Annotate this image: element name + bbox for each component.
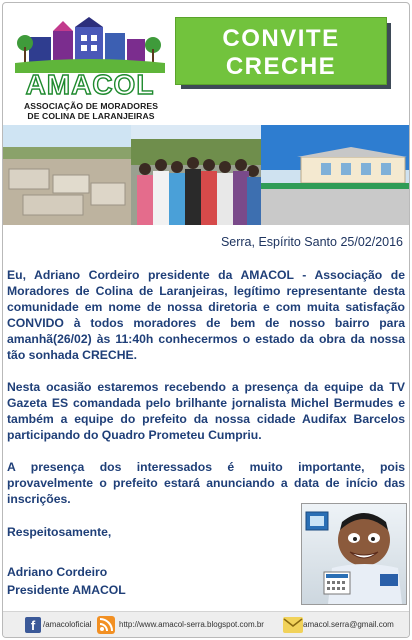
banner-subtitle: CRECHE [225,53,337,80]
group-photo [131,125,261,225]
houses-graphic [15,17,165,73]
invite-banner [175,17,387,85]
rss-icon[interactable] [97,616,115,634]
email-link[interactable]: amacol.serra@gmail.com [303,620,394,629]
building-photo [261,125,409,225]
footer-bar [3,611,409,638]
logo-subtitle-line2: DE COLINA DE LARANJEIRAS [27,111,155,121]
email-icon[interactable] [283,617,303,633]
flyer-card [2,2,410,638]
construction-site-photo [3,125,131,225]
paragraph-tv-gazeta: Nesta ocasião estaremos recebendo a presença da equipe da TV Gazeta ES comandada pelo brilhante jornalista Michel Bermudes e também a equipe do prefeito da nossa cidade Audifax Barcelos participando do Quadro Prometeu Cumpriu. [7,380,405,442]
logo-subtitle-line1: ASSOCIAÇÃO DE MORADORES [23,101,159,111]
banner-title: CONVITE [222,25,340,52]
closing-greeting: Respeitosamente, [7,525,112,539]
signatory-role: Presidente AMACOL [7,583,126,597]
paragraph-invitation: Eu, Adriano Cordeiro presidente da AMACOL - Associação de Moradores de Colina de Laranjeiras, legítimo representante desta comunidade em nome de nossa diretoria e com muita satisfação CONVIDO à todos moradores de bem de nosso bairro para amanhã(26/02) às 11:40h conhecermos o estado da obra da nossa tão sonhada CRECHE. [7,268,405,362]
logo-title: AMACOL [25,69,155,100]
amacol-logo [11,17,161,121]
date-line: Serra, Espírito Santo 25/02/2016 [220,235,403,249]
facebook-link[interactable]: /amacoloficial [43,620,92,629]
paragraph-importance: A presença dos interessados é muito importante, pois provavelmente o prefeito estará anunciando a data de início das inscrições. [7,460,405,506]
signatory-name: Adriano Cordeiro [7,565,108,579]
facebook-icon[interactable]: f [25,617,41,633]
photo-strip [3,125,409,225]
caricature-illustration [301,503,407,605]
blog-link[interactable]: http://www.amacol-serra.blogspot.com.br [119,620,264,629]
